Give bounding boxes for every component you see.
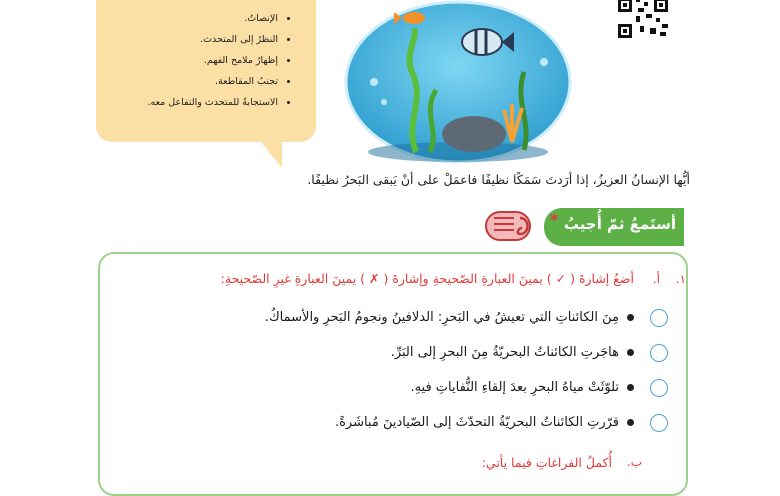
part-b-instruction: أُكملُ الفراغاتِ فيما يأتي: <box>481 455 612 470</box>
answer-circle[interactable] <box>650 309 668 327</box>
manners-item: • الاستجابةُ للمتحدث والتفاعل معه. <box>147 92 278 113</box>
section-header <box>544 208 684 246</box>
intro-sentence: أيُّها الإنسانُ العزيزُ، إذا أرَدتَ سَمَكًا نظيفًا فاعمَلْ على أنْ يَبقى البَحرُ نظيفًا. <box>307 172 690 187</box>
statement-text: مِنَ الكائناتِ التي تعيشُ في البَحرِ: الدلافينُ ونجومُ البَحرِ والأسماكُ. <box>264 309 619 325</box>
statement-item <box>335 410 634 434</box>
manners-item: • الإنصاتُ. <box>147 8 278 29</box>
answer-circle[interactable] <box>650 344 668 362</box>
statement-text: هاجَرتِ الكائناتُ البحريّةُ مِنَ البحرِ إلى البَرِّ. <box>390 344 619 360</box>
part-a-letter: أ. <box>652 272 660 286</box>
section-title: أستَمعُ ثمّ أُجيبُ <box>563 215 676 233</box>
bullet-icon <box>627 314 634 321</box>
part-b-letter: ب. <box>626 455 642 469</box>
star-icon: * <box>550 210 559 229</box>
ear-icon <box>484 208 536 244</box>
statement-text: قرّرتِ الكائناتُ البحريّةُ التحدّثَ إلى الصّيادينَ مُباشَرةً. <box>334 414 619 430</box>
exercise-number: ١. <box>675 272 686 286</box>
manners-item: • تجنبُ المقاطعة. <box>147 71 278 92</box>
statement-item <box>391 340 634 364</box>
qr-code-icon[interactable] <box>616 0 670 40</box>
statement-text: تلوّثَتْ مياهُ البحرِ بعدَ إلقاءِ النُّفاياتِ فيهِ. <box>410 379 619 395</box>
bullet-icon <box>627 349 634 356</box>
exercise-instruction: أضعُ إشارةَ ( ✓ ) يمينَ العبارةِ الصّحيحةِ وإشارةَ ( ✗ ) يمينَ العبارةِ غيرِ الصّحيحةِ: <box>220 271 634 286</box>
aquarium-illustration <box>344 0 572 164</box>
statement-item <box>265 305 634 329</box>
manners-item: • إظهارُ ملامح الفهم. <box>147 50 278 71</box>
manners-item: • النظرُ إلى المتحدث. <box>147 29 278 50</box>
bubble-tail <box>258 138 282 168</box>
manners-list <box>147 8 292 113</box>
statement-item <box>410 375 634 399</box>
listening-manners-bubble <box>96 0 316 142</box>
bullet-icon <box>627 419 634 426</box>
answer-circle[interactable] <box>650 379 668 397</box>
bullet-icon <box>627 384 634 391</box>
answer-circle[interactable] <box>650 414 668 432</box>
